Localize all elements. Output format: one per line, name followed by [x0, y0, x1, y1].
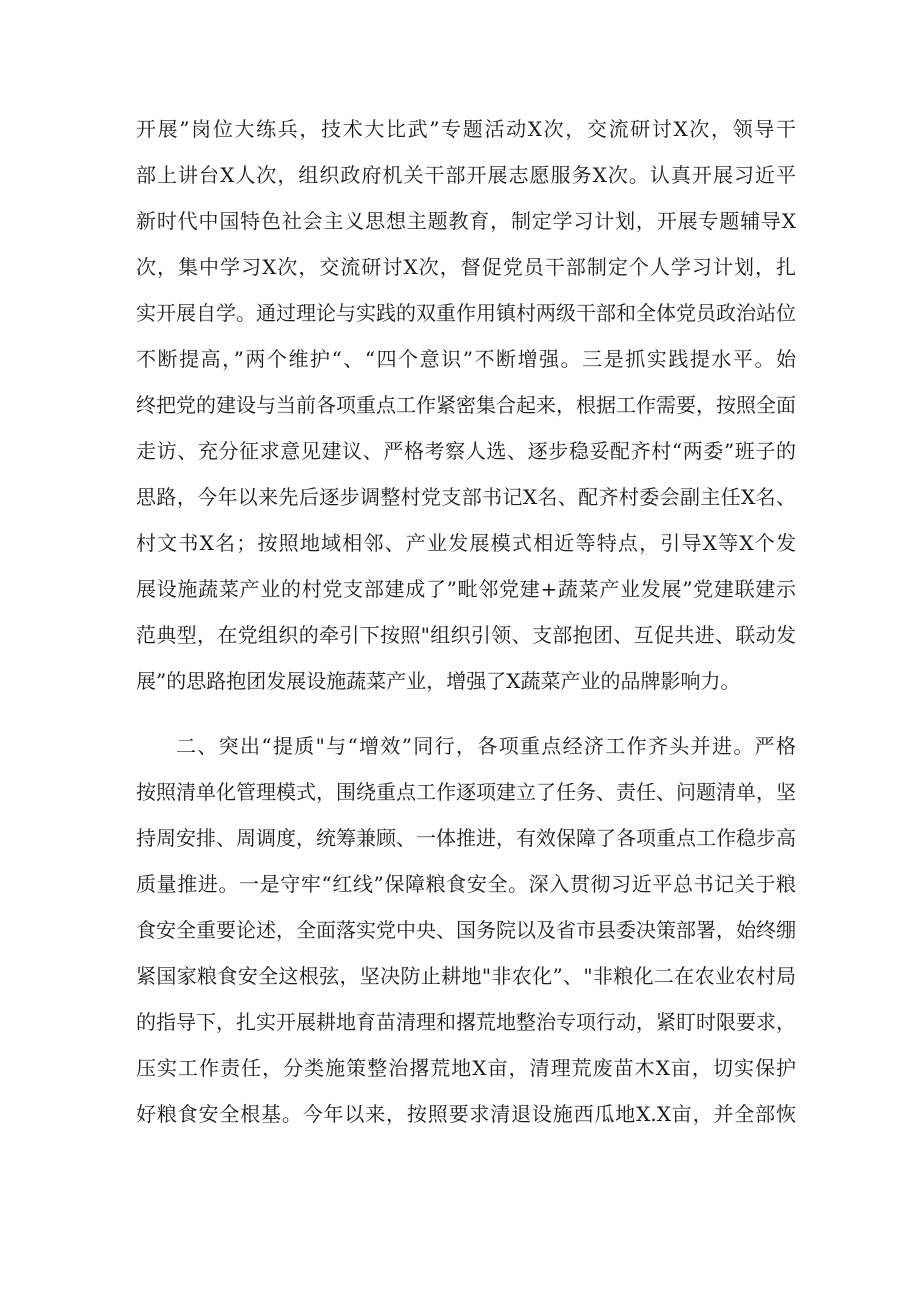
paragraph-line: 终把党的建设与当前各项重点工作紧密集合起来，根据工作需要，按照全面 — [136, 393, 796, 417]
paragraph-line: 展设施蔬菜产业的村党支部建成了”毗邻党建+蔬菜产业发展”党建联建示 — [136, 577, 796, 601]
paragraph-line: 的指导下，扎实开展耕地育苗清理和撂荒地整治专项行动，紧盯时限要求， — [136, 1010, 796, 1034]
paragraph-line: 次，集中学习X次，交流研讨X次，督促党员干部制定个人学习计划，扎 — [136, 255, 796, 279]
paragraph-line: 展”的思路抱团发展设施蔬菜产业，增强了X蔬菜产业的品牌影响力。 — [136, 669, 741, 693]
paragraph-line: 部上讲台X人次，组织政府机关干部开展志愿服务X次。认真开展习近平 — [136, 163, 796, 187]
paragraph-line: 好粮食安全根基。今年以来，按照要求清退设施西瓜地X.X亩，并全部恢 — [136, 1102, 796, 1126]
paragraph-line: 思路，今年以来先后逐步调整村党支部书记X名、配齐村委会副主任X名、 — [136, 485, 796, 509]
paragraph-line: 开展”岗位大练兵，技术大比武”专题活动X次，交流研讨X次，领导干 — [136, 117, 796, 141]
paragraph-line: 紧国家粮食安全这根弦，坚决防止耕地"非农化”、"非粮化二在农业农村局 — [136, 964, 796, 988]
paragraph-line: 范典型，在党组织的牵引下按照"组织引领、支部抱团、互促共进、联动发 — [136, 623, 796, 647]
paragraph-line: 压实工作责任，分类施策整治撂荒地X亩，清理荒废苗木X亩，切实保护 — [136, 1056, 796, 1080]
paragraph-line: 按照清单化管理模式，围绕重点工作逐项建立了任务、责任、问题清单，坚 — [136, 780, 796, 804]
paragraph-line: 村文书X名；按照地域相邻、产业发展模式相近等特点，引导X等X个发 — [136, 531, 796, 555]
paragraph-line: 二、突出“提质"与“增效”同行，各项重点经济工作齐头并进。严格 — [176, 734, 796, 758]
paragraph-line: 持周安排、周调度，统筹兼顾、一体推进，有效保障了各项重点工作稳步高 — [136, 826, 796, 850]
paragraph-line: 质量推进。一是守牢“红线”保障粮食安全。深入贯彻习近平总书记关于粮 — [136, 872, 796, 896]
paragraph-line: 实开展自学。通过理论与实践的双重作用镇村两级干部和全体党员政治站位 — [136, 301, 796, 325]
paragraph-line: 走访、充分征求意见建议、严格考察人选、逐步稳妥配齐村“两委”班子的 — [136, 439, 796, 463]
paragraph-line: 食安全重要论述，全面落实党中央、国务院以及省市县委决策部署，始终绷 — [136, 918, 796, 942]
paragraph-line: 不断提高，”两个维护“、“四个意识”不断增强。三是抓实践提水平。始 — [136, 347, 796, 371]
paragraph-line: 新时代中国特色社会主义思想主题教育，制定学习计划，开展专题辅导X — [136, 209, 796, 233]
